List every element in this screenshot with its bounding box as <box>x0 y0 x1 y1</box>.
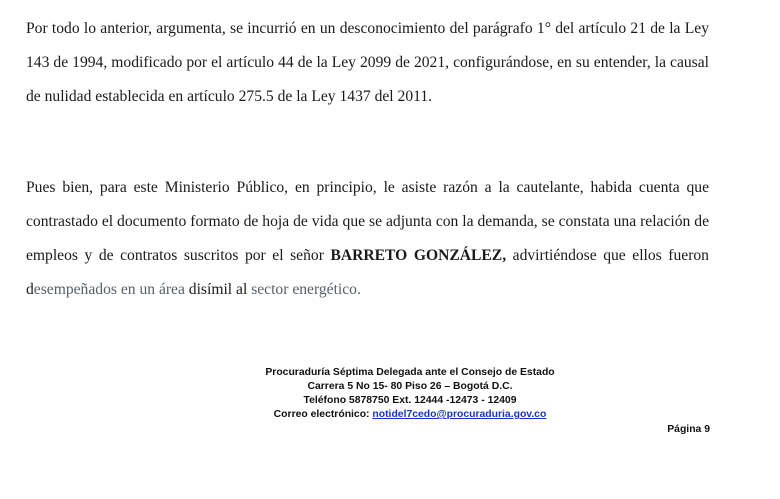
page-footer <box>150 366 670 422</box>
paragraph-text: advirtiéndose que ellos fueron d <box>26 247 709 298</box>
footer-email-label: Correo electrónico: <box>273 409 373 420</box>
paragraph-text-faded: sector energético. <box>251 281 361 298</box>
paragraph-ministerio <box>26 171 709 307</box>
paragraph-argument: Por todo lo anterior, argumenta, se incurrió en un desconocimiento del parágrafo 1° del artículo 21 de la Ley 143 de 1994, modificado por el artículo 44 de la Ley 2099 de 2021, configurándose, en su entender, la causal de nulidad establecida en artículo 275.5 de la Ley 1437 del 2011. <box>26 20 709 105</box>
footer-email-line <box>150 408 670 422</box>
page-number: Página 9 <box>667 424 710 435</box>
email-link[interactable]: notidel7cedo@procuraduria.gov.co <box>372 409 547 420</box>
footer-office: Procuraduría Séptima Delegada ante el Consejo de Estado <box>265 367 555 378</box>
footer-address: Carrera 5 No 15- 80 Piso 26 – Bogotá D.C. <box>307 381 513 392</box>
paragraph-text: disímil al <box>184 281 252 298</box>
footer-phone: Teléfono 5878750 Ext. 12444 -12473 - 12409 <box>303 395 517 406</box>
paragraph-text: Pues bien, para este Ministerio Público, en principio, le asiste razón a la cautelante, habida cuenta que contrastado el documento formato de hoja de vida que se adjunta con la demanda, se constata una relación de empleos y de contratos suscritos por el señor <box>26 179 709 264</box>
person-name: BARRETO GONZÁLEZ, <box>330 247 507 264</box>
paragraph-text-faded: esempeñados en un área <box>33 281 185 298</box>
